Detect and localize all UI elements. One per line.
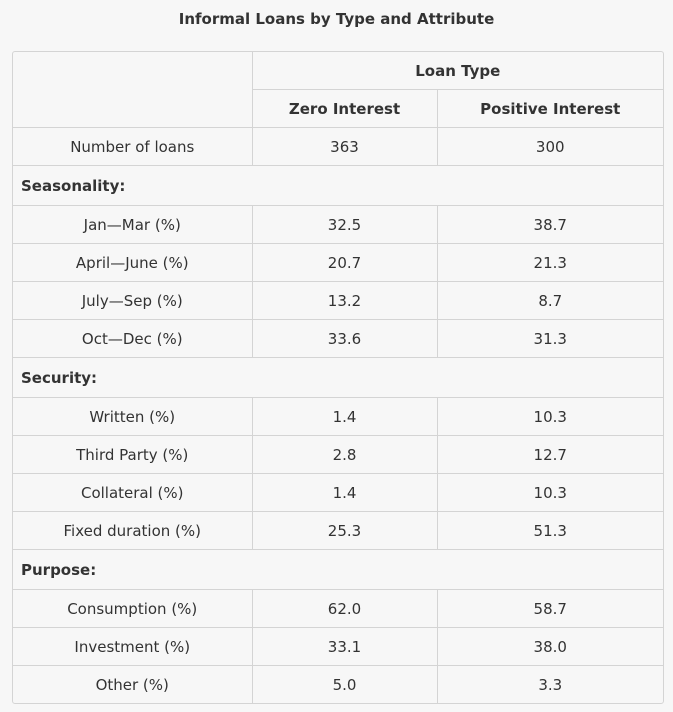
section-row	[13, 550, 663, 590]
loans-table	[12, 51, 664, 704]
positive-interest-value: 12.7	[437, 436, 663, 474]
positive-interest-value: 3.3	[437, 666, 663, 704]
header-loan-type: Loan Type	[252, 52, 663, 90]
section-label: Seasonality:	[13, 166, 663, 206]
zero-interest-value: 32.5	[252, 206, 437, 244]
positive-interest-value: 10.3	[437, 398, 663, 436]
zero-interest-value: 5.0	[252, 666, 437, 704]
row-label: July—Sep (%)	[13, 282, 252, 320]
positive-interest-value: 31.3	[437, 320, 663, 358]
section-row	[13, 166, 663, 206]
positive-interest-value: 38.0	[437, 628, 663, 666]
positive-interest-value: 21.3	[437, 244, 663, 282]
loans-table-grid	[13, 52, 663, 703]
zero-interest-value: 33.1	[252, 628, 437, 666]
row-label: Fixed duration (%)	[13, 512, 252, 550]
positive-interest-value: 300	[437, 128, 663, 166]
row-label: Third Party (%)	[13, 436, 252, 474]
zero-interest-value: 363	[252, 128, 437, 166]
section-label: Security:	[13, 358, 663, 398]
zero-interest-value: 33.6	[252, 320, 437, 358]
row-label: Number of loans	[13, 128, 252, 166]
table-row	[13, 398, 663, 436]
header-zero-interest: Zero Interest	[252, 90, 437, 128]
row-label: Other (%)	[13, 666, 252, 704]
zero-interest-value: 20.7	[252, 244, 437, 282]
table-row	[13, 628, 663, 666]
section-row	[13, 358, 663, 398]
row-label: Oct—Dec (%)	[13, 320, 252, 358]
table-row	[13, 206, 663, 244]
table-row	[13, 666, 663, 704]
row-label: Investment (%)	[13, 628, 252, 666]
positive-interest-value: 38.7	[437, 206, 663, 244]
header-row-group	[13, 52, 663, 90]
zero-interest-value: 62.0	[252, 590, 437, 628]
table-row	[13, 436, 663, 474]
zero-interest-value: 1.4	[252, 398, 437, 436]
zero-interest-value: 25.3	[252, 512, 437, 550]
positive-interest-value: 51.3	[437, 512, 663, 550]
positive-interest-value: 10.3	[437, 474, 663, 512]
table-row	[13, 128, 663, 166]
table-title: Informal Loans by Type and Attribute	[178, 10, 495, 28]
zero-interest-value: 13.2	[252, 282, 437, 320]
zero-interest-value: 2.8	[252, 436, 437, 474]
row-label: Consumption (%)	[13, 590, 252, 628]
row-label: Written (%)	[13, 398, 252, 436]
table-row	[13, 590, 663, 628]
table-row	[13, 474, 663, 512]
positive-interest-value: 58.7	[437, 590, 663, 628]
row-label: April—June (%)	[13, 244, 252, 282]
section-label: Purpose:	[13, 550, 663, 590]
table-row	[13, 512, 663, 550]
positive-interest-value: 8.7	[437, 282, 663, 320]
row-label: Collateral (%)	[13, 474, 252, 512]
zero-interest-value: 1.4	[252, 474, 437, 512]
header-corner-cell	[13, 52, 252, 128]
row-label: Jan—Mar (%)	[13, 206, 252, 244]
header-positive-interest: Positive Interest	[437, 90, 663, 128]
table-row	[13, 244, 663, 282]
table-row	[13, 282, 663, 320]
table-row	[13, 320, 663, 358]
